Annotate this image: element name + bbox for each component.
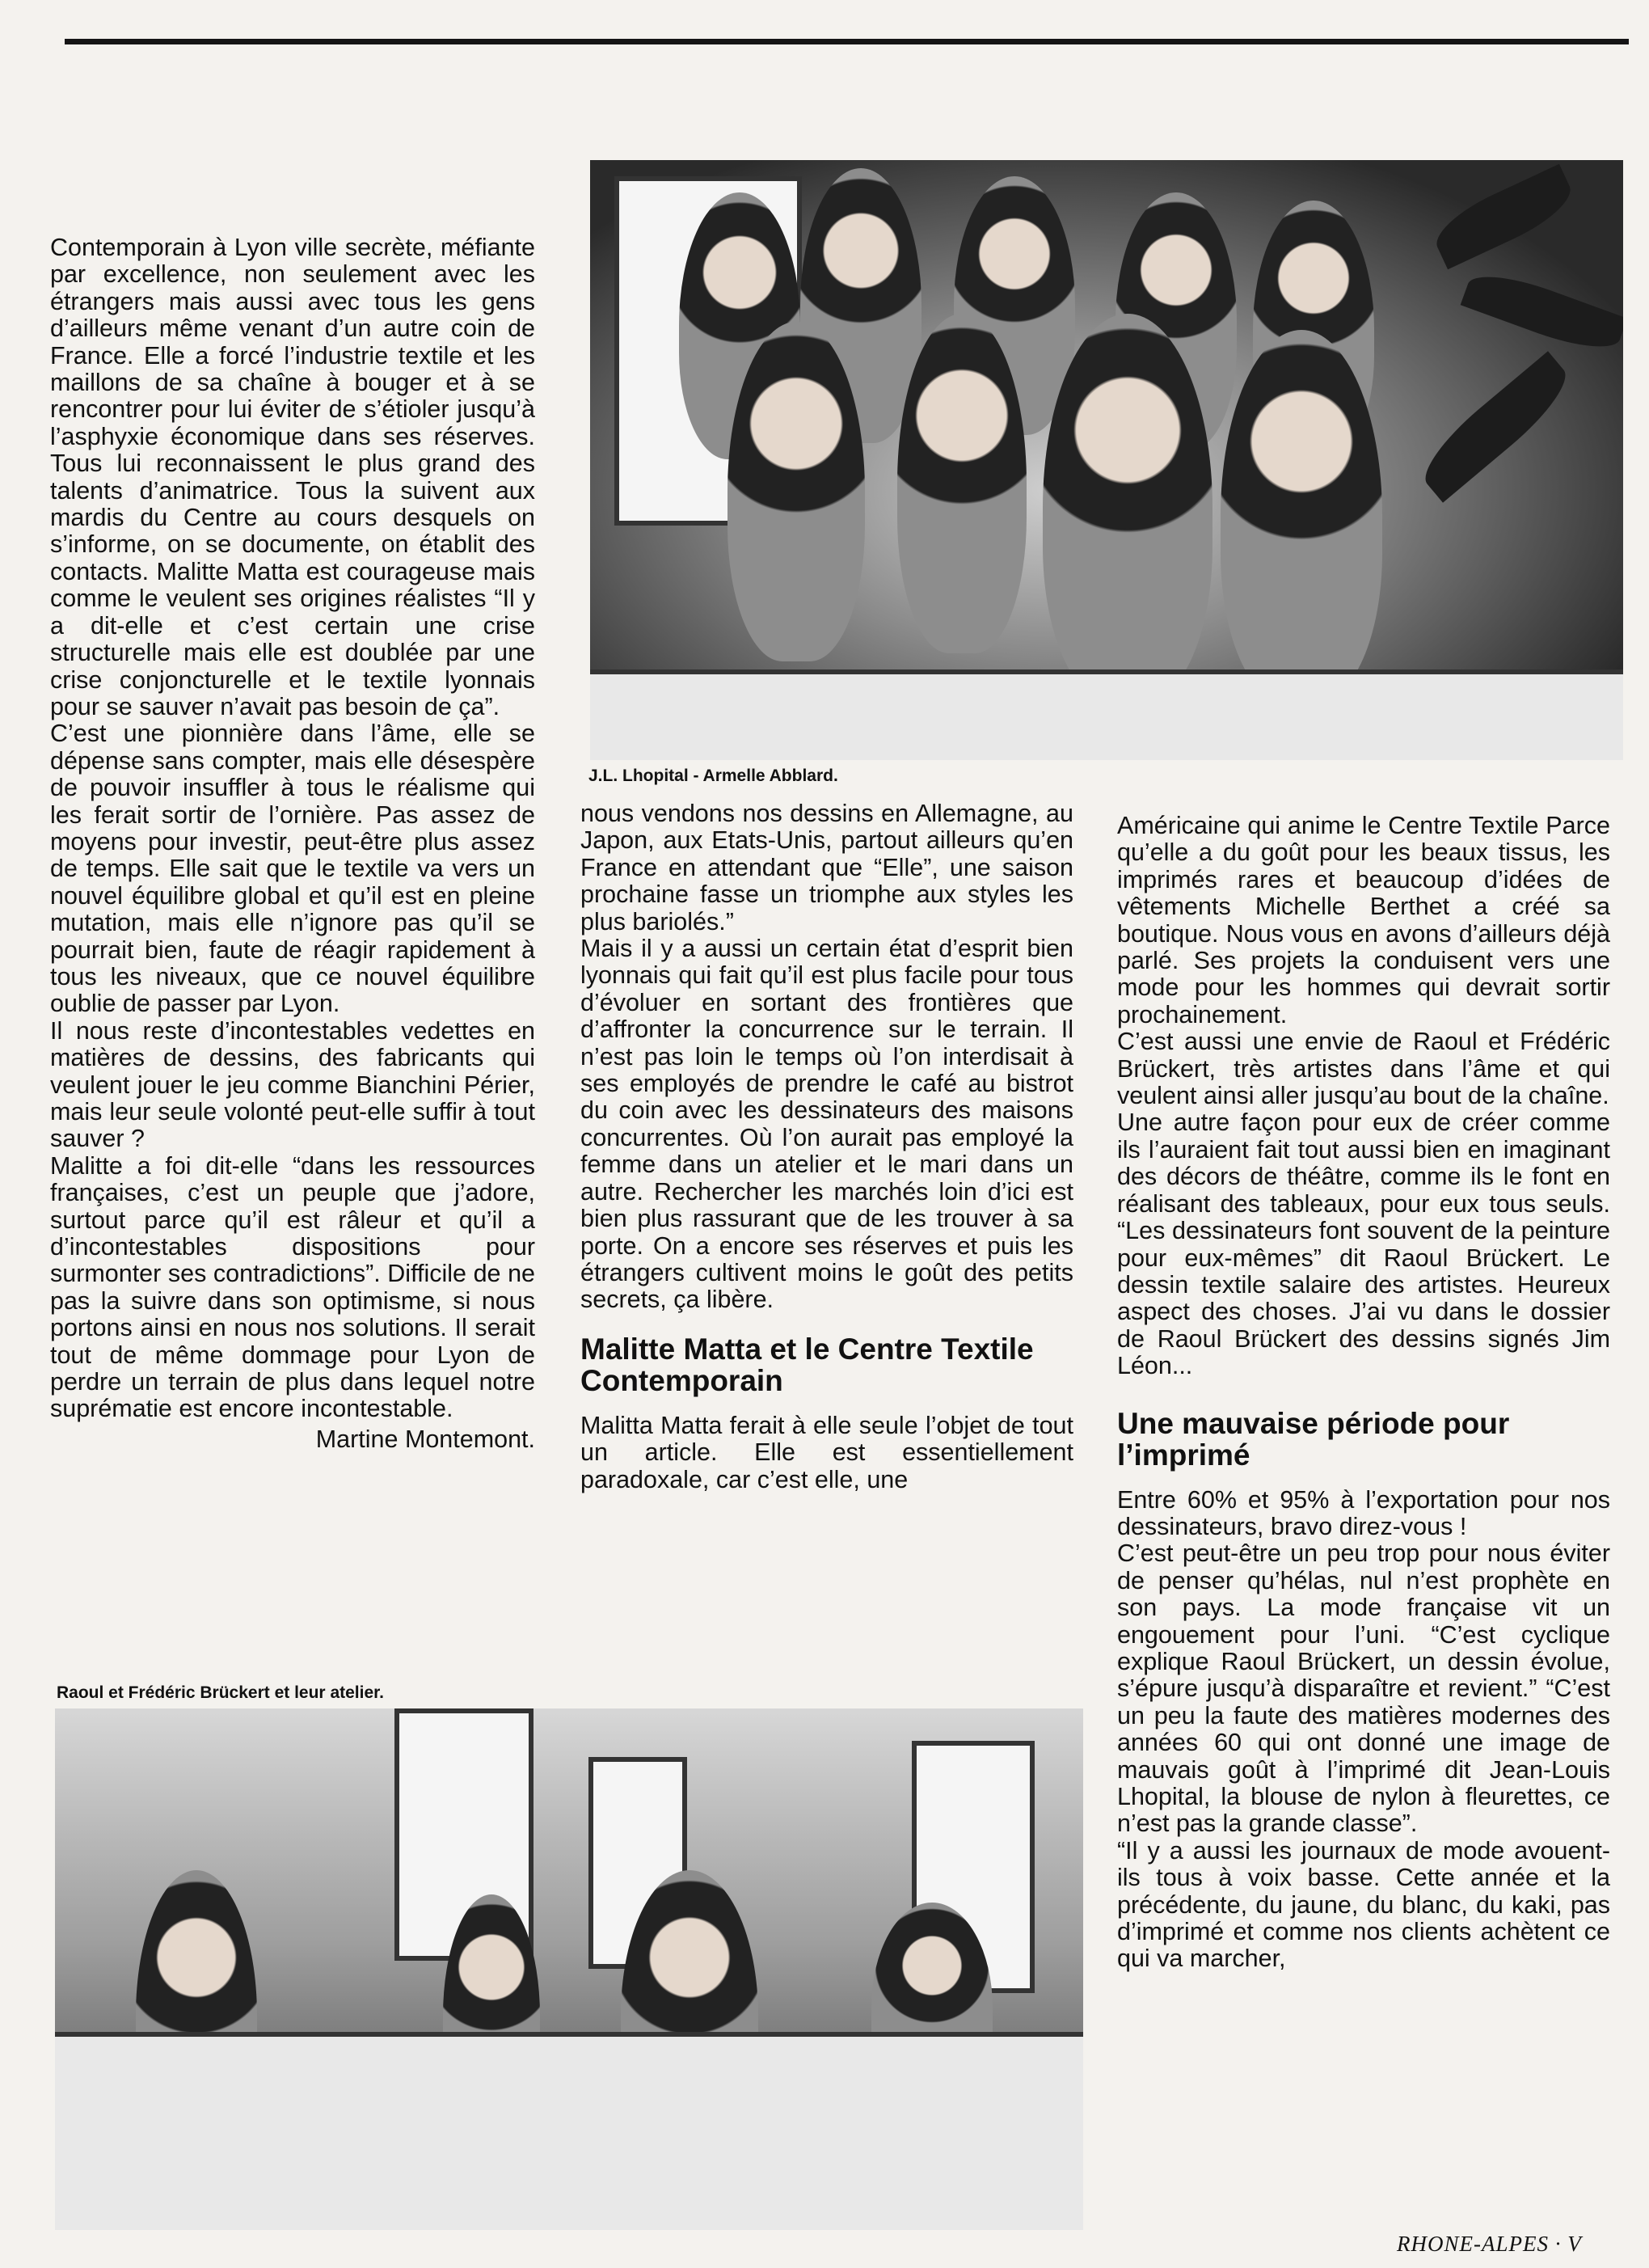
top-rule [65, 39, 1629, 44]
article-column-2 [580, 800, 1073, 1493]
drafting-tables [55, 2032, 1083, 2230]
paragraph: Il nous reste d’incontestables vedettes en matières de dessins, des fabricants qui veulent jouer le jeu comme Bianchini Périer, mais leur seule volonté peut-elle suffir à tout sauver ? [50, 1016, 535, 1153]
author-signature: Martine Montemont. [315, 1425, 535, 1453]
photo-caption-top: J.L. Lhopital - Armelle Abblard. [588, 767, 838, 785]
atelier-photo [55, 1708, 1083, 2230]
person [897, 314, 1027, 653]
photo-caption-bottom: Raoul et Frédéric Brückert et leur atelier. [57, 1683, 384, 1702]
paragraph: Mais il y a aussi un certain état d’esprit bien lyonnais qui fait qu’il est plus facile pour tous d’évoluer en sortant des frontières que d’affronter la concurrence sur le terrain. Il n’est pas loin le temps où l’on interdisait à ses employés de prendre le café au bistrot du coin avec les dessinateurs des maisons concurrentes. Où l’on aurait pas employé la femme dans un atelier et le mari dans un autre. Rechercher les marchés loin d’ici est bien plus rassurant que de les trouver à sa porte. On a encore ses réserves et puis les étrangers cultivent moins le goût des petits secrets, ça libère. [580, 935, 1073, 1314]
paragraph: “Il y a aussi les journaux de mode avouent-ils tous à voix basse. Cette année et la précédente, du jaune, du blanc, du kaki, pas d’imprimé et comme nos clients achètent ce qui va marcher, [1117, 1836, 1610, 1973]
section-headline: Malitte Matta et le Centre Textile Contemporain [580, 1332, 1034, 1397]
person [1221, 330, 1382, 702]
work-table [590, 669, 1623, 760]
person [1043, 314, 1212, 702]
paragraph: C’est peut-être un peu trop pour nous éviter de penser qu’hélas, nul n’est prophète en son pays. La mode française vit un engouement pour l’uni. “C’est cyclique explique Raoul Brückert, un dessin évolue, s’épure jusqu’à disparaître et revient.” “C’est un peu la faute des matières modernes des années 60 qui ont donné une image de mauvais goût à l’imprimé dit Jean-Louis Lhopital, la blouse de nylon à fleurettes, ce n’est pas la grande classe”. [1117, 1539, 1610, 1838]
section-headline: Une mauvaise période pour l’imprimé [1117, 1406, 1510, 1472]
person [728, 322, 865, 661]
paragraph: Entre 60% et 95% à l’exportation pour nos dessinateurs, bravo direz-vous ! [1117, 1485, 1610, 1540]
palm-leaf [1461, 263, 1623, 360]
paragraph: C’est aussi une envie de Raoul et Frédéric Brückert, très artistes dans l’âme et qui veulent ainsi aller jusqu’au bout de la chaîne. [1117, 1028, 1610, 1110]
palm-leaf [1411, 351, 1579, 502]
palm-leaf [1428, 164, 1579, 269]
paragraph: Malitta Matta ferait à elle seule l’objet de tout un article. Elle est essentiellement paradoxale, car c’est elle, une [580, 1411, 1073, 1493]
paragraph: Contemporain à Lyon ville secrète, méfiante par excellence, non seulement avec les étrangers mais aussi avec tous les gens d’ailleurs même venant d’un autre coin de France. Elle a forcé l’industrie textile et les maillons de sa chaîne à bouger et à se rencontrer pour lui éviter de s’étioler jusqu’à l’asphyxie économique dans ses réserves. Tous lui reconnaissent le plus grand des talents d’animatrice. Tous la suivent aux mardis du Centre au cours desquels on s’informe, on se documente, on établit des contacts. Malitte Matta est courageuse mais comme le veulent ses origines réalistes “Il y a dit-elle et c’est certain une crise structurelle mais elle est doublée par une crise conjoncturelle et le textile lyonnais pour se sauver n’avait pas besoin de ça”. [50, 234, 535, 720]
paragraph: C’est une pionnière dans l’âme, elle se dépense sans compter, mais elle désespère de pouvoir insuffler à tous le réalisme qui les ferait sortir de l’ornière. Pas assez de moyens pour investir, peut-être plus assez de temps. Elle sait que le textile va vers un nouvel équilibre global et qu’il est en pleine mutation, mais elle n’ignore pas qu’il se pourrait bien, faute de réagir rapidement à tous les niveaux, que ce nouvel équilibre oublie de passer par Lyon. [50, 720, 535, 1018]
article-column-3 [1117, 813, 1610, 1973]
article-column-1 [50, 234, 535, 1453]
paragraph: Malitte a foi dit-elle “dans les ressources françaises, c’est un peuple que j’adore, surtout parce qu’il est râleur et qu’il a d’incontestables dispositions pour surmonter ses contradictions”. Difficile de ne pas la suivre dans son optimisme, si nous portons ainsi en nous nos solutions. Il serait tout de même dommage pour Lyon de perdre un terrain de plus dans lequel notre suprématie est encore incontestable. [50, 1151, 535, 1423]
page-folio: RHONE-ALPES · V [1397, 2232, 1582, 2256]
group-photo [590, 160, 1623, 760]
paragraph: Une autre façon pour eux de créer comme ils l’auraient fait tout aussi bien en imaginant des décors de théâtre, comme ils le font en réalisant des tableaux, pour eux tous seuls. “Les dessinateurs font souvent de la peinture pour eux-mêmes” dit Raoul Brückert. Le dessin textile salaire des artistes. Heureux aspect des choses. J’ai vu dans le dossier de Raoul Brückert des dessins signés Jim Léon... [1117, 1109, 1610, 1380]
paragraph: Américaine qui anime le Centre Textile Parce qu’elle a du goût pour les beaux tissus, les imprimés rares et beaucoup d’idées de vêtements Michelle Berthet a créé sa boutique. Nous vous en avons d’ailleurs déjà parlé. Ses projets la conduisent vers une mode pour les hommes qui devrait sortir prochainement. [1117, 812, 1610, 1028]
paragraph: nous vendons nos dessins en Allemagne, au Japon, aux Etats-Unis, partout ailleurs qu’en France en attendant que “Elle”, une saison prochaine fasse un triomphe aux styles les plus bariolés.” [580, 800, 1073, 935]
